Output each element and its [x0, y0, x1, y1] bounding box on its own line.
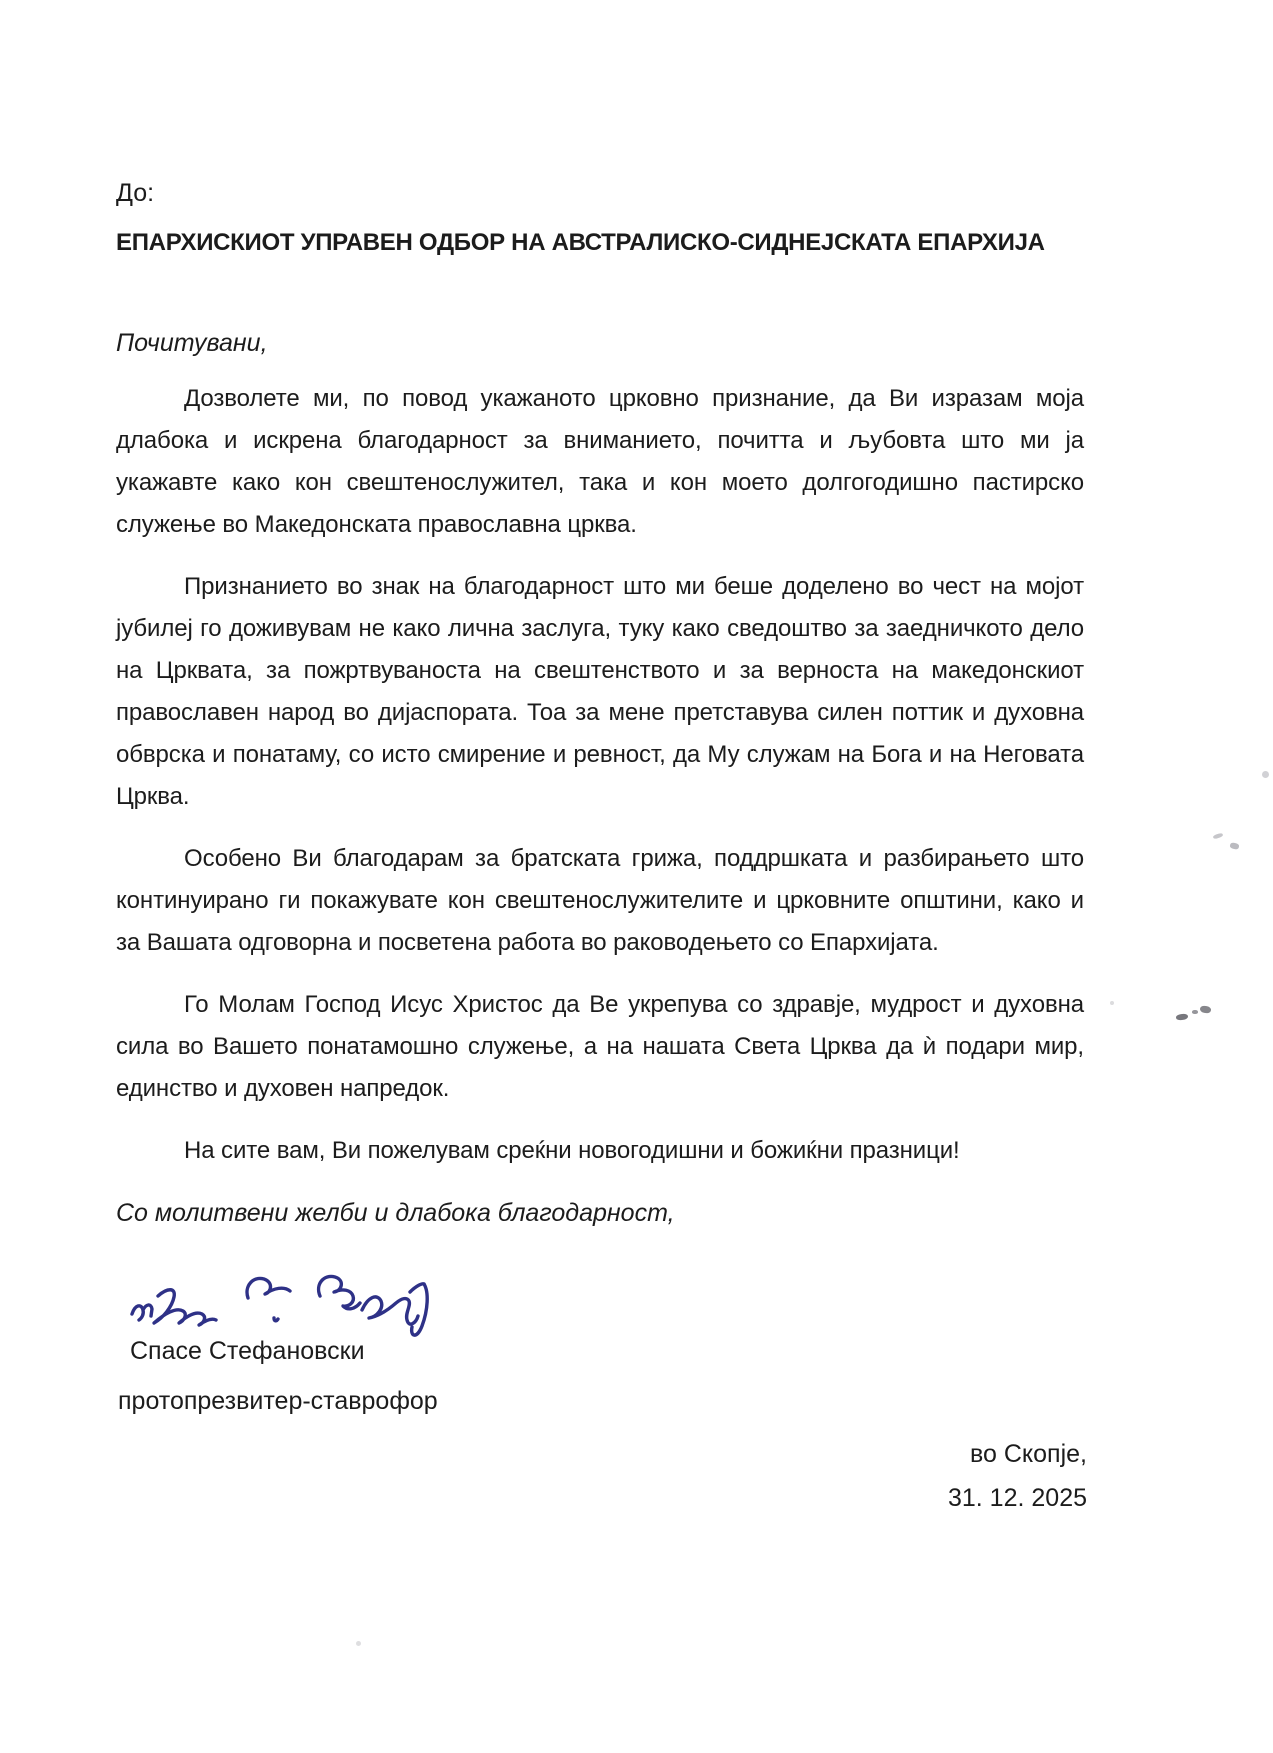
- scan-artifact: [1213, 833, 1224, 840]
- scan-artifact: [1176, 1013, 1189, 1021]
- scan-artifact: [1199, 1005, 1211, 1014]
- scan-artifact: [356, 1641, 361, 1646]
- scan-artifact: [1229, 842, 1239, 850]
- date-line: 31. 12. 2025: [947, 1484, 1087, 1512]
- paragraph-5: На сите вам, Ви пожелувам среќни новогодишни и божиќни празници!: [184, 1137, 960, 1164]
- scan-artifact: [1110, 1001, 1114, 1005]
- signatory-name: Спасе Стефановски: [130, 1337, 365, 1365]
- recipient-name: ЕПАРХИСКИОТ УПРАВЕН ОДБОР НА АВСТРАЛИСКО-СИДНЕЈСКАТА ЕПАРХИЈА: [116, 229, 1045, 256]
- recipient-label: До:: [116, 179, 155, 207]
- scan-artifact: [1262, 771, 1269, 778]
- place-date-block: [948, 1432, 1087, 1520]
- place-line: во Скопје,: [970, 1440, 1087, 1468]
- salutation: Почитувани,: [116, 329, 268, 357]
- paragraph-4: Го Молам Господ Исус Христос да Ве укрепува со здравје, мудрост и духовна сила во Вашето понатамошно служење, а на нашата Света Црква да ѝ подари мир, единство и духовен напредок.: [116, 991, 1084, 1102]
- signature-block: [118, 1280, 1084, 1430]
- closing-line: Со молитвени желби и длабока благодарност,: [116, 1199, 675, 1227]
- letter-body: [116, 172, 1084, 1430]
- signatory-title: протопрезвитер-ставрофор: [118, 1387, 438, 1415]
- paragraph-2: Признанието во знак на благодарност што ми беше доделено во чест на мојот јубилеј го доживувам не како лична заслуга, туку како сведоштво за заедничкото дело на Црквата, за пожртвуваноста на свештенството и за верноста на македонскиот православен народ во дијаспората. Тоа за мене претставува силен поттик и духовна обврска и понатаму, со исто смирение и ревност, да Му служам на Бога и на Неговата Црква.: [116, 573, 1084, 810]
- paragraph-3: Особено Ви благодарам за братската грижа, поддршката и разбирањето што континуирано ги покажувате кон свештенослужителите и црковните општини, како и за Вашата одговорна и посветена работа во раководењето со Епархијата.: [116, 845, 1084, 956]
- scan-artifact: [1192, 1010, 1198, 1014]
- paragraph-1: Дозволете ми, по повод укажаното црковно признание, да Ви изразам моја длабока и искрена благодарност за вниманието, почитта и љубовта што ми ја укажавте како кон свештенослужител, така и кон моето долгогодишно пастирско служење во Македонската православна црква.: [116, 385, 1084, 538]
